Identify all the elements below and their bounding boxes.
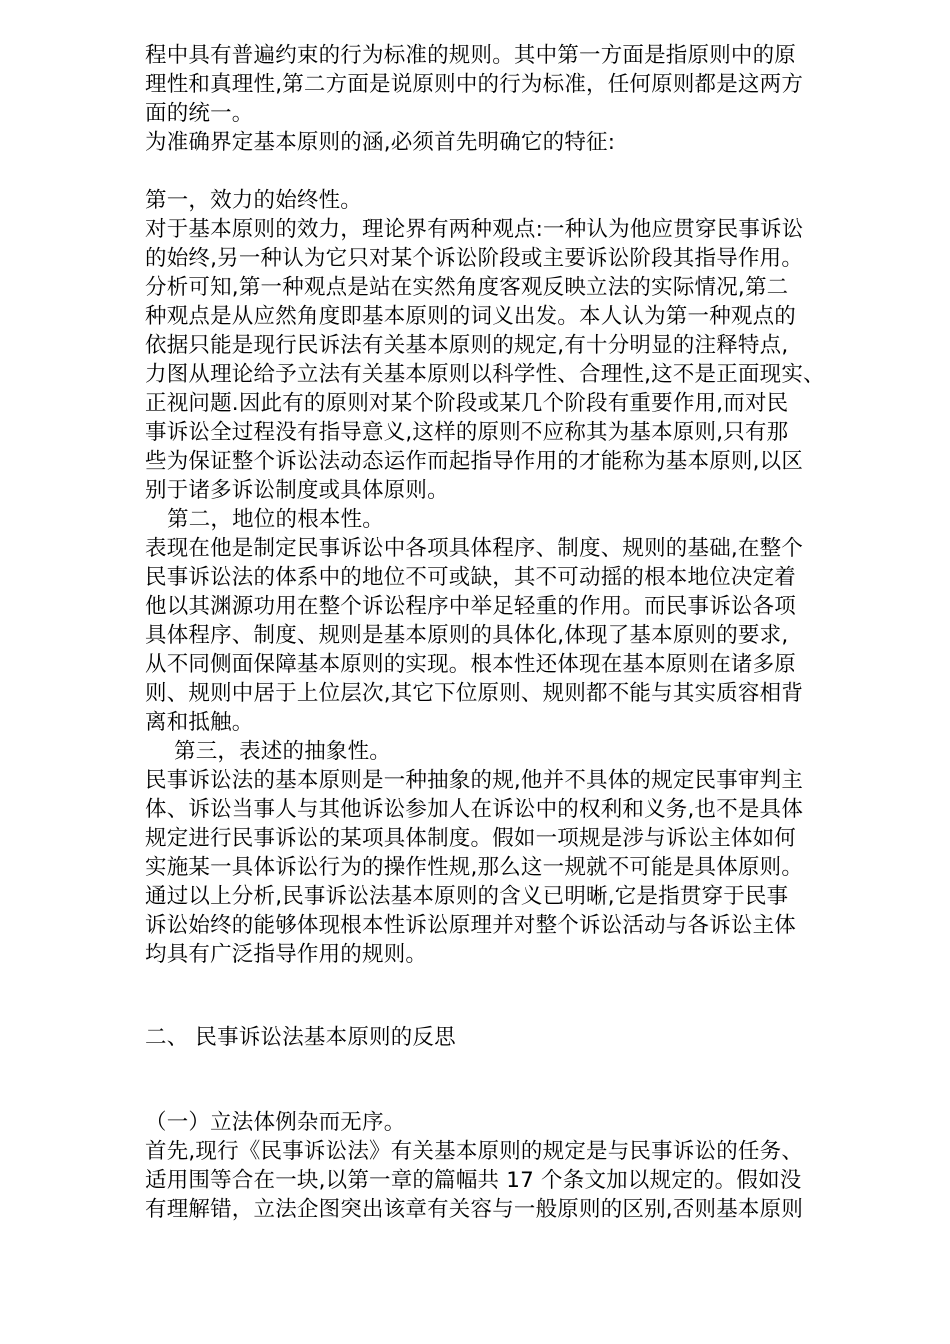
text-line: 通过以上分析,民事诉讼法基本原则的含义已明晰,它是指贯穿于民事 — [145, 884, 789, 909]
section-heading-2: 第二，地位的根本性。 — [167, 507, 385, 532]
chapter-heading: 二、 民事诉讼法基本原则的反思 — [145, 1025, 456, 1050]
text-line: 实施某一具体诉讼行为的操作性规,那么这一规就不可能是具体原则。 — [145, 855, 804, 880]
text-line: 别于诸多诉讼制度或具体原则。 — [145, 478, 449, 503]
text-line: 首先,现行《民事诉讼法》有关基本原则的规定是与民事诉讼的任务、 — [145, 1139, 804, 1164]
text-line: 他以其渊源功用在整个诉讼程序中举足轻重的作用。而民事诉讼各项 — [145, 594, 797, 619]
text-line: 均具有广泛指导作用的规则。 — [145, 942, 428, 967]
text-line: 为准确界定基本原则的涵,必须首先明确它的特征: — [145, 130, 616, 155]
text-line: 理性和真理性,第二方面是说原则中的行为标准，任何原则都是这两方 — [145, 72, 804, 97]
text-line: 民事诉讼法的体系中的地位不可或缺，其不可动摇的根本地位决定着 — [145, 565, 797, 590]
text-line: 的始终,另一种认为它只对某个诉讼阶段或主要诉讼阶段其指导作用。 — [145, 246, 804, 271]
text-line: 程中具有普遍约束的行为标准的规则。其中第一方面是指原则中的原 — [145, 43, 797, 68]
text-line: 规定进行民事诉讼的某项具体制度。假如一项规是涉与诉讼主体如何 — [145, 826, 797, 851]
text-line: 正视问题.因此有的原则对某个阶段或某几个阶段有重要作用,而对民 — [145, 391, 789, 416]
text-line: 有理解错，立法企图突出该章有关容与一般原则的区别,否则基本原则 — [145, 1197, 804, 1222]
section-heading-1: 第一，效力的始终性。 — [145, 188, 363, 213]
text-line: 则、规则中居于上位层次,其它下位原则、规则都不能与其实质容相背 — [145, 681, 804, 706]
text-line: 些为保证整个诉讼法动态运作而起指导作用的才能称为基本原则,以区 — [145, 449, 804, 474]
text-line: 诉讼始终的能够体现根本性诉讼原理并对整个诉讼活动与各诉讼主体 — [145, 913, 797, 938]
text-line: 具体程序、制度、规则是基本原则的具体化,体现了基本原则的要求, — [145, 623, 789, 648]
text-line: 离和抵触。 — [145, 710, 254, 735]
text-line: 体、诉讼当事人与其他诉讼参加人在诉讼中的权利和义务,也不是具体 — [145, 797, 804, 822]
text-line: 分析可知,第一种观点是站在实然角度客观反映立法的实际情况,第二 — [145, 275, 789, 300]
text-line: 种观点是从应然角度即基本原则的词义出发。本人认为第一种观点的 — [145, 304, 797, 329]
text-line: 对于基本原则的效力，理论界有两种观点:一种认为他应贯穿民事诉讼 — [145, 217, 804, 242]
text-line: 民事诉讼法的基本原则是一种抽象的规,他并不具体的规定民事审判主 — [145, 768, 804, 793]
text-line: 面的统一。 — [145, 101, 254, 126]
subsection-heading: （一）立法体例杂而无序。 — [145, 1110, 406, 1135]
text-line: 从不同侧面保障基本原则的实现。根本性还体现在基本原则在诸多原 — [145, 652, 797, 677]
text-line: 力图从理论给予立法有关基本原则以科学性、合理性,这不是正面现实、 — [145, 362, 825, 387]
section-heading-3: 第三，表述的抽象性。 — [174, 739, 392, 764]
text-line: 表现在他是制定民事诉讼中各项具体程序、制度、规则的基础,在整个 — [145, 536, 804, 561]
text-line: 适用围等合在一块,以第一章的篇幅共 17 个条文加以规定的。假如没 — [145, 1168, 802, 1193]
text-line: 事诉讼全过程没有指导意义,这样的原则不应称其为基本原则,只有那 — [145, 420, 789, 445]
text-line: 依据只能是现行民诉法有关基本原则的规定,有十分明显的注释特点, — [145, 333, 789, 358]
